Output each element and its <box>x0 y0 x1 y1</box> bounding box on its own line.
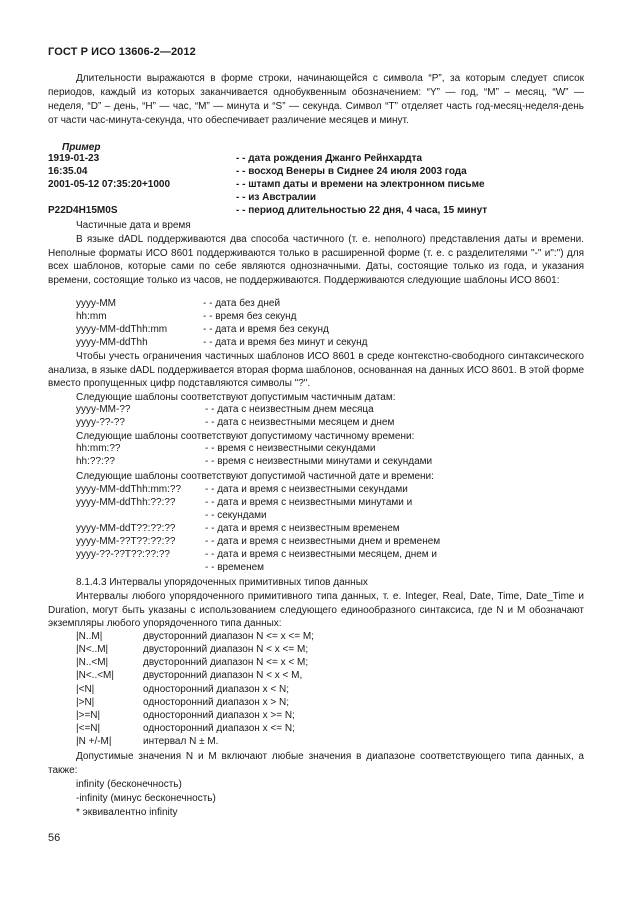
template-key: hh:mm:?? <box>76 443 121 454</box>
template-desc: - - дата с неизвестным днем месяца <box>205 404 374 415</box>
pattern-desc: - - время без секунд <box>203 311 297 322</box>
template-desc: - - временем <box>205 562 265 573</box>
interval-syntax: |>=N| <box>76 710 101 721</box>
example-desc: - - из Австралии <box>236 192 317 203</box>
template-key: yyyy-MM-??T??:??:?? <box>76 536 176 547</box>
pattern-key: hh:mm <box>76 311 107 322</box>
datetime-templates-intro: Следующие шаблоны соответствуют допустимой частичной дате и времени: <box>76 471 434 482</box>
example-value: P22D4H15M0S <box>48 205 118 216</box>
template-key: yyyy-??-?? <box>76 417 125 428</box>
template-key: yyyy-MM-ddT??:??:?? <box>76 523 176 534</box>
template-desc: - - дата с неизвестными месяцем и днем <box>205 417 395 428</box>
example-value: 16:35.04 <box>48 166 88 177</box>
template-key: hh:??:?? <box>76 456 115 467</box>
interval-desc: односторонний диапазон x < N; <box>143 684 289 695</box>
interval-desc: двусторонний диапазон N <= x < M; <box>143 657 309 668</box>
interval-desc: двусторонний диапазон N <= x <= M; <box>143 631 314 642</box>
intervals-paragraph-text: Интервалы любого упорядоченного примитивного типа данных, т. е. Integer, Real, Date, Time, Date_Time и Duration, могут быть указаны с использованием следующего единообразного синтаксиса, где N и M обозначают экземпляры любого упорядоченного типа данных: <box>48 591 584 629</box>
allowed-values-text: Допустимые значения N и M включают любые значения в диапазоне соответствующего типа данных, а также: <box>48 751 584 776</box>
interval-desc: односторонний диапазон x <= N; <box>143 723 295 734</box>
interval-syntax: |N<..<M| <box>76 670 114 681</box>
partial-paragraph-text: В языке dADL поддерживаются два способа частичного (т. е. неполного) представления даты и времени. Неполные форматы ИСО 8601 поддерживаются только в расширенной форме (т. е. с разделителями "-" и":") для всех шаблонов, которые сами по себе являются однозначными. Даты, состоящие только из года, и указания времени, состоящие только из часов, не поддерживаются. Поддерживаются следующие шаблоны ИСО 8601: <box>48 234 584 286</box>
template-desc: - - время с неизвестными минутами и секундами <box>205 456 433 467</box>
interval-syntax: |>N| <box>76 697 95 708</box>
partial-paragraph <box>48 233 584 287</box>
intro-paragraph <box>48 72 584 128</box>
constraint-paragraph-text: Чтобы учесть ограничения частичных шаблонов ИСО 8601 в среде контекстно-свободного синтаксического анализа, в языке dADL поддерживается вторая форма шаблонов, основанная на данных ИСО 8601. В этой форме вместо пропущенных цифр подставляются символы "?". <box>48 351 584 389</box>
example-value: 2001-05-12 07:35:20+1000 <box>48 179 171 190</box>
intervals-paragraph <box>48 590 584 631</box>
example-desc: - - восход Венеры в Сиднее 24 июля 2003 года <box>236 166 467 177</box>
template-desc: - - секундами <box>205 510 267 521</box>
document-header: ГОСТ Р ИСО 13606-2—2012 <box>48 46 196 58</box>
template-desc: - - дата и время с неизвестными днем и временем <box>205 536 441 547</box>
section-heading: 8.1.4.3 Интервалы упорядоченных примитивных типов данных <box>76 577 368 588</box>
interval-desc: двусторонний диапазон N < x <= M; <box>143 644 309 655</box>
interval-desc: односторонний диапазон x >= N; <box>143 710 295 721</box>
template-key: yyyy-MM-?? <box>76 404 131 415</box>
interval-syntax: |<N| <box>76 684 95 695</box>
template-desc: - - дата и время с неизвестным временем <box>205 523 400 534</box>
template-key: yyyy-MM-ddThh:??:?? <box>76 497 176 508</box>
example-desc: - - дата рождения Джанго Рейнхардта <box>236 153 423 164</box>
template-key: yyyy-MM-ddThh:mm:?? <box>76 484 182 495</box>
template-desc: - - дата и время с неизвестными месяцем, днем и <box>205 549 438 560</box>
interval-syntax: |N..M| <box>76 631 103 642</box>
special-value: infinity (бесконечность) <box>76 779 182 790</box>
interval-syntax: |N..<M| <box>76 657 109 668</box>
partial-heading: Частичные дата и время <box>76 220 191 231</box>
constraint-paragraph <box>48 350 584 391</box>
template-desc: - - дата и время с неизвестными секундами <box>205 484 408 495</box>
time-templates-intro: Следующие шаблоны соответствуют допустимому частичному времени: <box>76 431 415 442</box>
special-value: * эквивалентно infinity <box>76 807 178 818</box>
intro-paragraph-text: Длительности выражаются в форме строки, начинающейся с символа “P”, за которым следует список периодов, каждый из которых заканчивается однобуквенным обозначением: “Y” — год, “M” – месяц, “W” — неделя, “D” – день, “H” — час, “M” — минута и “S” — секунда. Символ “T” отделяет часть год-месяц-неделя-день от части час-минута-секунда, что обеспечивает различение месяцев и минут. <box>48 73 584 126</box>
special-value: -infinity (минус бесконечность) <box>76 793 216 804</box>
allowed-values-paragraph <box>48 750 584 777</box>
example-desc: - - штамп даты и времени на электронном письме <box>236 179 485 190</box>
template-desc: - - время с неизвестными секундами <box>205 443 376 454</box>
pattern-desc: - - дата и время без секунд <box>203 324 329 335</box>
template-key: yyyy-??-??T??:??:?? <box>76 549 170 560</box>
pattern-key: yyyy-MM-ddThh <box>76 337 148 348</box>
interval-syntax: |<=N| <box>76 723 101 734</box>
pattern-key: yyyy-MM <box>76 298 116 309</box>
interval-desc: двусторонний диапазон N < x < M, <box>143 670 303 681</box>
interval-desc: односторонний диапазон x > N; <box>143 697 289 708</box>
interval-desc: интервал N ± M. <box>143 736 219 747</box>
example-value: 1919-01-23 <box>48 153 100 164</box>
pattern-key: yyyy-MM-ddThh:mm <box>76 324 168 335</box>
date-templates-intro: Следующие шаблоны соответствуют допустимым частичным датам: <box>76 392 396 403</box>
example-label: Пример <box>62 142 101 153</box>
page-number: 56 <box>48 832 61 844</box>
interval-syntax: |N +/-M| <box>76 736 112 747</box>
example-desc: - - период длительностью 22 дня, 4 часа, 15 минут <box>236 205 488 216</box>
interval-syntax: |N<..M| <box>76 644 109 655</box>
pattern-desc: - - дата и время без минут и секунд <box>203 337 368 348</box>
pattern-desc: - - дата без дней <box>203 298 281 309</box>
template-desc: - - дата и время с неизвестными минутами и <box>205 497 413 508</box>
